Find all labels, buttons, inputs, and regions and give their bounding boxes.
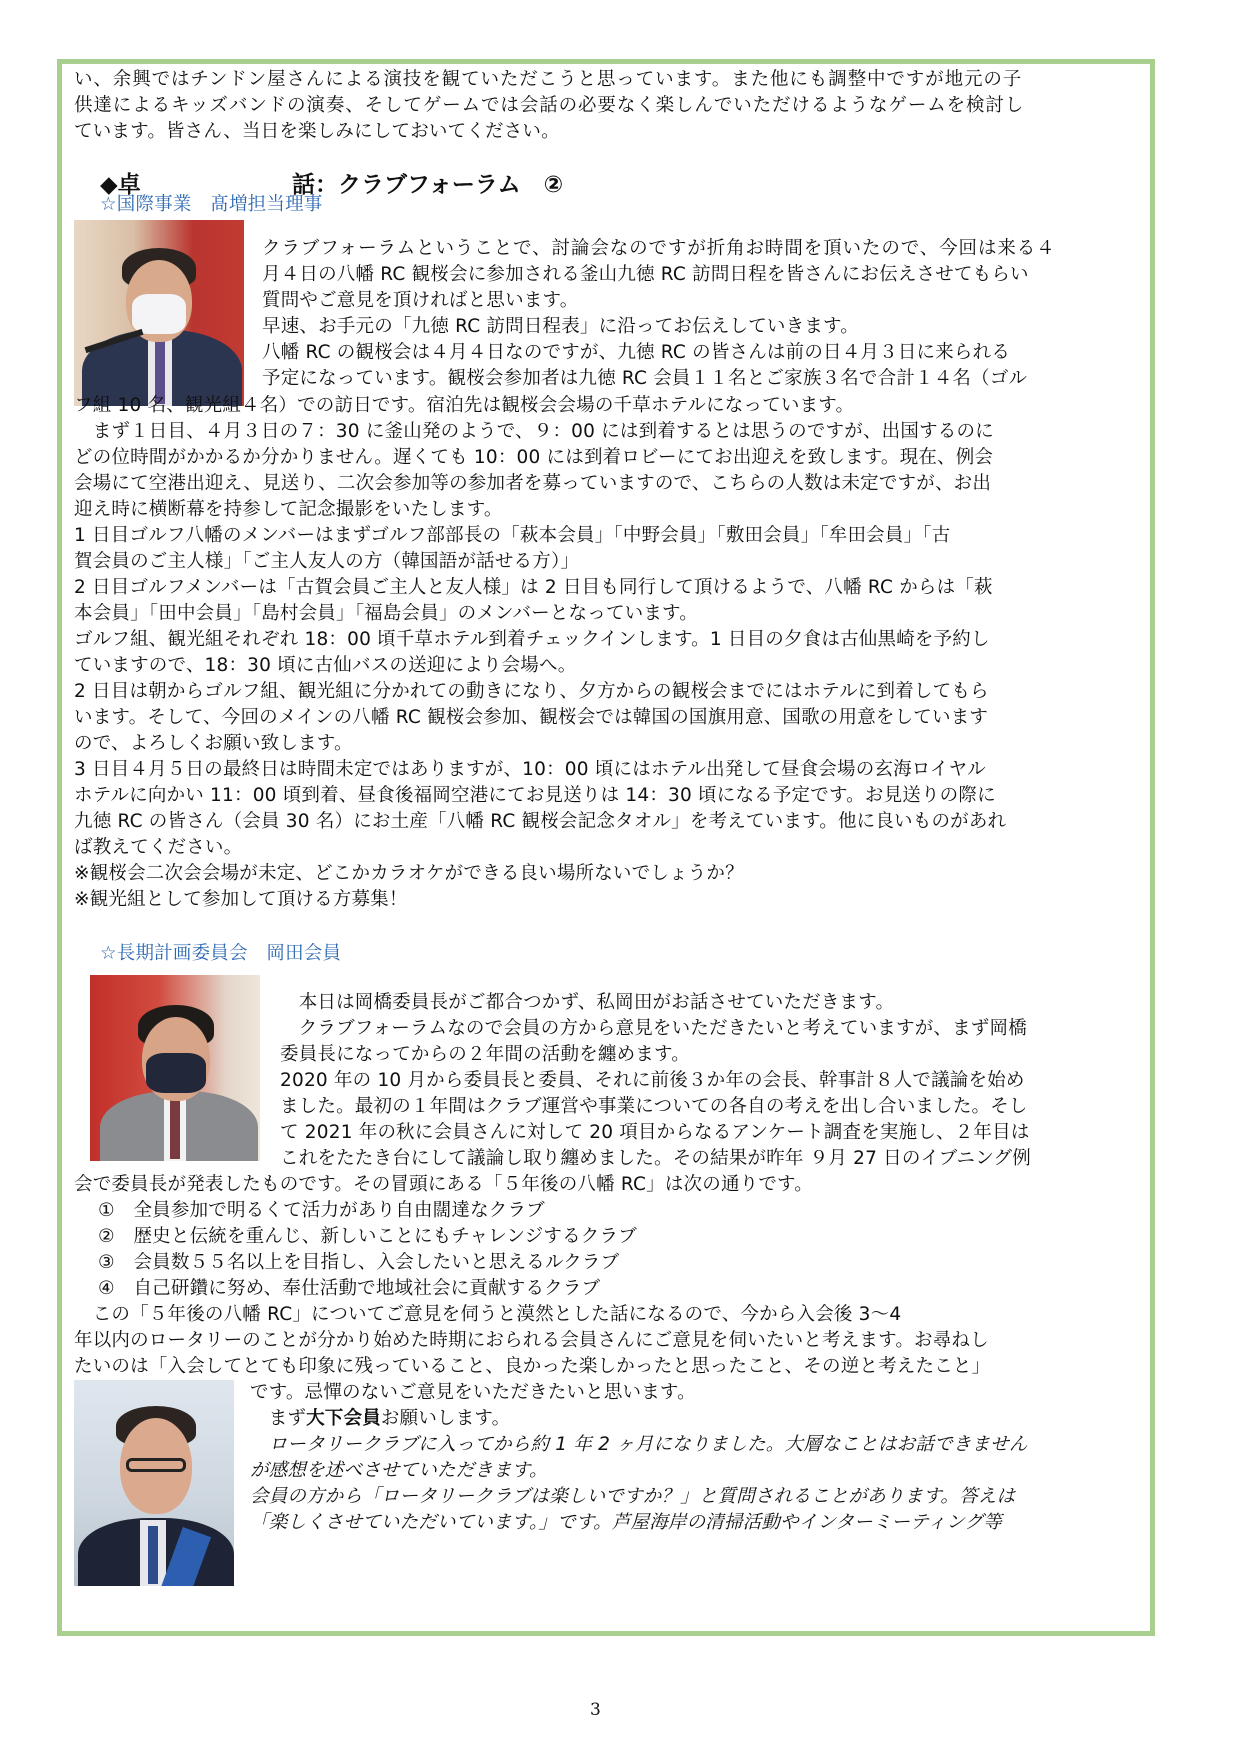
s1-line-16: ゴルフ組、観光組それぞれ 18：00 頃千草ホテル到着チェックインします。1 日目の夕食は古仙黒崎を予約し <box>74 629 990 650</box>
s1-line-17: ていますので、18：30 頃に古仙バスの送迎により会場へ。 <box>74 655 577 676</box>
s1-line-2: 月４日の八幡 RC 観桜会に参加される釜山九徳 RC 訪問日程を皆さんにお伝えさせてもらい <box>262 264 1029 285</box>
s2-after-4: です。忌憚のないご意見をいただきたいと思います。 <box>250 1382 696 1403</box>
request-line <box>250 1406 510 1432</box>
intro-line-3: ています。皆さん、当日を楽しみにしておいてください。 <box>74 121 560 142</box>
s1-line-26: ※観光組として参加して頂ける方募集！ <box>74 889 408 910</box>
s1-line-13: 賀会員のご主人様」「ご主人友人の方（韓国語が話せる方）」 <box>74 551 580 572</box>
s1-line-18: 2 日目は朝からゴルフ組、観光組に分かれての動きになり、夕方からの観桜会までにはホテルに到着してもら <box>74 681 989 702</box>
s1-line-6: 予定になっています。観桜会参加者は九徳 RC 会員１１名とご家族３名で合計１４名（ゴル <box>262 368 1028 389</box>
s2-line-7: これをたたき台にして議論し取り纏めました。その結果が昨年 ９月 27 日のイブニング例 <box>280 1148 1031 1169</box>
s1-line-19: います。そして、今回のメインの八幡 RC 観桜会参加、観桜会では韓国の国旗用意、国歌の用意をしています <box>74 707 989 728</box>
s2-line-5: ました。最初の１年間はクラブ運営や事業についての各自の考えを出し合いました。そし <box>280 1096 1028 1117</box>
s1-line-3: 質問やご意見を頂ければと思います。 <box>262 290 579 311</box>
quote-line-3: 会員の方から「ロータリークラブは楽しいですか？」と質問されることがあります。答えは <box>250 1486 1016 1507</box>
section2-title: ☆長期計画委員会 岡田会員 <box>100 943 342 964</box>
s1-line-1: クラブフォーラムということで、討論会なのですが折角お時間を頂いたので、今回は来る４ <box>262 238 1056 259</box>
s1-line-10: 会場にて空港出迎え、見送り、二次会参加等の参加者を募っていますので、こちらの人数は未定ですが、お出 <box>74 473 992 494</box>
s2-line-4: 2020 年の 10 月から委員長と委員、それに前後３か年の会長、幹事計８人で議論を始め <box>280 1070 1025 1091</box>
heading-label: ◆卓 <box>100 172 141 198</box>
intro-line-2: 供達によるキッズバンドの演奏、そしてゲームでは会話の必要なく楽しんでいただけるようなゲームを検討し <box>74 95 1025 116</box>
quote-line-4: 「楽しくさせていただいています。」です。芦屋海岸の清掃活動やインターミーティング等 <box>250 1512 1002 1533</box>
goal-item-3: ③ 会員数５５名以上を目指し、入会したいと思えるルクラブ <box>98 1252 620 1273</box>
s1-line-14: 2 日目ゴルフメンバーは「古賀会員ご主人と友人様」は 2 日目も同行して頂けるようで、八幡 RC からは「萩 <box>74 577 993 598</box>
s2-after-3: たいのは「入会してとても印象に残っていること、良かった楽しかったと思ったこと、その逆と考えたこと」 <box>74 1356 991 1377</box>
s1-line-7: フ組 10 名、観光組４名）での訪日です。宿泊先は観桜会会場の千草ホテルになっています。 <box>74 395 855 416</box>
s1-line-20: ので、よろしくお願い致します。 <box>74 733 353 754</box>
goal-item-1: ① 全員参加で明るくて活力があり自由闊達なクラブ <box>98 1200 545 1221</box>
s1-line-11: 迎え時に横断幕を持参して記念撮影をいたします。 <box>74 499 503 520</box>
speaker-photo-oshita <box>74 1380 234 1586</box>
intro-line-1: い、余興ではチンドン屋さんによる演技を観ていただこうと思っています。また他にも調整中ですが地元の子 <box>74 69 1023 90</box>
s1-line-21: 3 日目４月５日の最終日は時間未定ではありますが、10：00 頃にはホテル出発して昼食会場の玄海ロイヤル <box>74 759 986 780</box>
goal-item-4: ④ 自己研鑽に努め、奉仕活動で地域社会に貢献するクラブ <box>98 1278 601 1299</box>
request-suffix: お願いします。 <box>380 1408 511 1429</box>
s1-line-24: ば教えてください。 <box>74 837 243 858</box>
request-prefix: まず <box>250 1408 307 1429</box>
s1-line-5: 八幡 RC の観桜会は４月４日なのですが、九徳 RC の皆さんは前の日４月３日に来られる <box>262 342 1011 363</box>
s1-line-9: どの位時間がかかるか分かりません。遅くても 10：00 には到着ロビーにてお出迎えを致します。現在、例会 <box>74 447 994 468</box>
speaker-photo-okada <box>90 975 260 1161</box>
s1-line-22: ホテルに向かい 11：00 頃到着、昼食後福岡空港にてお見送りは 14：30 頃になる予定です。お見送りの際に <box>74 785 996 806</box>
s2-line-6: て 2021 年の秋に会員さんに対して 20 項目からなるアンケート調査を実施し、２年目は <box>280 1122 1030 1143</box>
section1-title: ☆国際事業 髙増担当理事 <box>100 194 323 215</box>
s2-after-2: 年以内のロータリーのことが分かり始めた時期におられる会員さんにご意見を伺いたいと考えます。お尋ねし <box>74 1330 989 1351</box>
s1-line-15: 本会員」「田中会員」「島村会員」「福島会員」のメンバーとなっています。 <box>74 603 698 624</box>
s2-line-2: クラブフォーラムなので会員の方から意見をいただきたいと考えていますが、まず岡橋 <box>280 1018 1027 1039</box>
quote-line-2: が感想を述べさせていただきます。 <box>250 1460 548 1481</box>
s2-line-3: 委員長になってからの２年間の活動を纏めます。 <box>280 1044 690 1065</box>
s1-line-23: 九徳 RC の皆さん（会員 30 名）にお土産「八幡 RC 観桜会記念タオル」を考えています。他に良いものがあれ <box>74 811 1007 832</box>
s1-line-8: まず１日目、４月３日の７：30 に釜山発のようで、９：00 には到着するとは思うのですが、出国するのに <box>74 421 994 442</box>
s1-line-25: ※観桜会二次会会場が未定、どこかカラオケができる良い場所ないでしょうか？ <box>74 863 744 884</box>
quote-line-1: ロータリークラブに入ってから約 1 年 2 ヶ月になりました。大層なことはお話できません <box>250 1434 1028 1455</box>
s1-line-12: 1 日目ゴルフ八幡のメンバーはまずゴルフ部部長の「萩本会員」「中野会員」「敷田会員」「牟田会員」「古 <box>74 525 951 546</box>
s2-after-1: この「５年後の八幡 RC」についてご意見を伺うと漠然とした話になるので、今から入会後 3～4 <box>74 1304 902 1325</box>
speaker-photo-takamasu <box>74 220 244 406</box>
s2-line-8: 会で委員長が発表したものです。その冒頭にある「５年後の八幡 RC」は次の通りです。 <box>74 1174 813 1195</box>
s2-line-1: 本日は岡橋委員長がご都合つかず、私岡田がお話させていただきます。 <box>280 992 895 1013</box>
s1-line-4: 早速、お手元の「九徳 RC 訪問日程表」に沿ってお伝えしていきます。 <box>262 316 859 337</box>
request-name: 大下会員 <box>306 1408 381 1429</box>
heading-title: 話：クラブフォーラム ② <box>292 172 564 198</box>
goal-item-2: ② 歴史と伝統を重んじ、新しいことにもチャレンジするクラブ <box>98 1226 637 1247</box>
page-number: 3 <box>590 1700 601 1720</box>
